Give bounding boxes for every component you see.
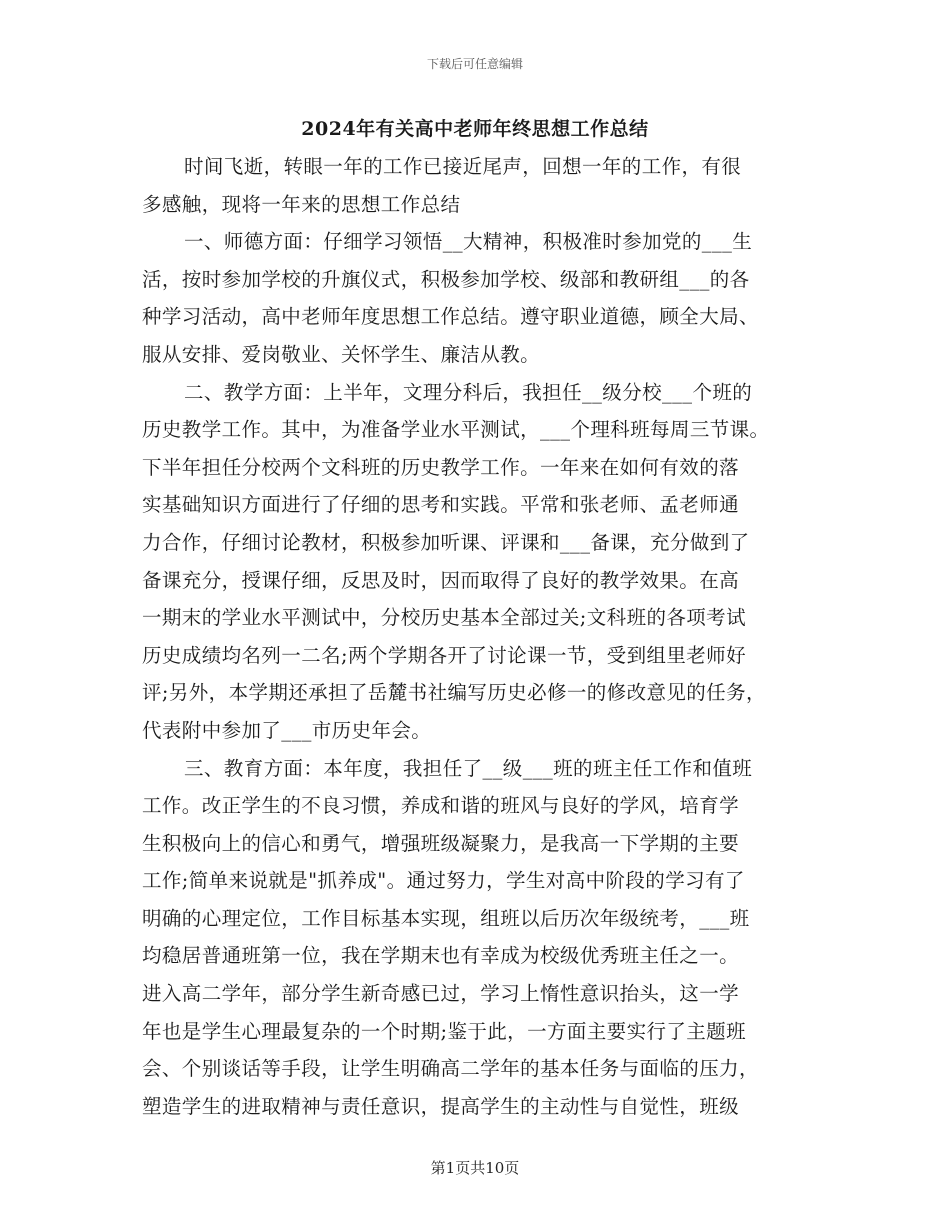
page-footer-number: 第1页共10页	[430, 1159, 520, 1177]
body-line: 生积极向上的信心和勇气，增强班级凝聚力，是我高一下学期的主要	[142, 831, 740, 855]
body-line: 二、教学方面：上半年，文理分科后，我担任__级分校___个班的	[184, 380, 753, 404]
body-line: 历史成绩均名列一二名;两个学期各开了讨论课一节，受到组里老师好	[142, 643, 746, 667]
body-line: 活，按时参加学校的升旗仪式，积极参加学校、级部和教研组___的各	[142, 267, 750, 291]
body-line: 评;另外，本学期还承担了岳麓书社编写历史必修一的修改意见的任务，	[142, 681, 766, 705]
document-body	[142, 148, 832, 1125]
document-title: 2024年有关高中老师年终思想工作总结	[301, 118, 649, 140]
body-line: 明确的心理定位，工作目标基本实现，组班以后历次年级统考，___班	[142, 906, 750, 930]
page-header-note: 下载后可任意编辑	[426, 57, 523, 71]
body-line: 均稳居普通班第一位，我在学期末也有幸成为校级优秀班主任之一。	[142, 944, 740, 968]
body-line: 时间飞逝，转眼一年的工作已接近尾声，回想一年的工作，有很	[184, 155, 742, 178]
body-line: 会、个别谈话等手段，让学生明确高二学年的基本任务与面临的压力，	[142, 1057, 759, 1081]
body-line: 多感触，现将一年来的思想工作总结	[142, 192, 461, 216]
body-line: 进入高二学年，部分学生新奇感已过，学习上惰性意识抬头，这一学	[142, 982, 740, 1006]
body-line: 工作。改正学生的不良习惯，养成和谐的班风与良好的学风，培育学	[142, 794, 740, 818]
body-line: 下半年担任分校两个文科班的历史教学工作。一年来在如何有效的落	[142, 455, 740, 479]
body-line: 种学习活动，高中老师年度思想工作总结。遵守职业道德，顾全大局、	[142, 305, 759, 329]
body-line: 三、教育方面：本年度，我担任了__级___班的班主任工作和值班	[184, 756, 753, 780]
body-line: 一、师德方面：仔细学习领悟__大精神，积极准时参加党的___生	[184, 230, 753, 254]
body-line: 力合作，仔细讨论教材，积极参加听课、评课和___备课，充分做到了	[142, 530, 750, 554]
body-line: 一期末的学业水平测试中，分校历史基本全部过关;文科班的各项考试	[142, 606, 746, 630]
body-line: 年也是学生心理最复杂的一个时期;鉴于此，一方面主要实行了主题班	[142, 1019, 746, 1043]
body-line: 历史教学工作。其中，为准备学业水平测试，___个理科班每周三节课。	[142, 418, 770, 442]
body-line: 塑造学生的进取精神与责任意识，提高学生的主动性与自觉性，班级	[142, 1094, 740, 1118]
body-line: 实基础知识方面进行了仔细的思考和实践。平常和张老师、孟老师通	[142, 493, 740, 517]
body-line: 备课充分，授课仔细，反思及时，因而取得了良好的教学效果。在高	[142, 568, 740, 592]
body-line: 服从安排、爱岗敬业、关怀学生、廉洁从教。	[142, 342, 541, 366]
body-line: 工作;简单来说就是"抓养成"。通过努力，学生对高中阶段的学习有了	[142, 869, 745, 893]
body-line: 代表附中参加了___市历史年会。	[142, 718, 432, 742]
